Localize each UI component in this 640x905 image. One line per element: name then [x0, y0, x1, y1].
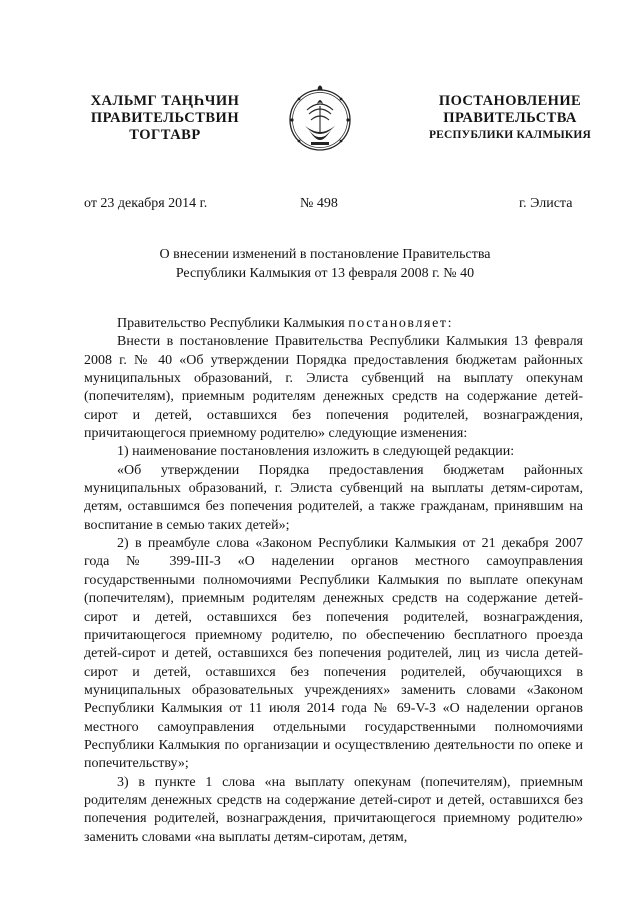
emblem-flames	[317, 100, 323, 104]
document-number: № 498	[300, 196, 338, 211]
coat-of-arms-emblem-icon	[287, 82, 353, 160]
header-russian-line-1: ПОСТАНОВЛЕНИЕ	[438, 93, 582, 109]
document-title-line-1: О внесении изменений в постановление Правительства	[159, 247, 491, 262]
document-title	[120, 245, 530, 283]
header-russian-title	[410, 93, 610, 144]
header-russian-line-3: РЕСПУБЛИКИ КАЛМЫКИЯ	[428, 129, 592, 141]
paragraph-2: 1) наименование постановления изложить в следующей редакции:	[117, 444, 515, 460]
intro-subject: Правительство Республики Калмыкия	[117, 316, 345, 331]
header-kalmyk-line-3: ТОГТАВР	[129, 127, 201, 143]
paragraph-5: 3) в пункте 1 слова «на выплату опекунам (попечителям), приемным родителям денежных средств на содержание детей-сирот и детей, оставшихся без попечения родителей, вознаграждения, причитающегося приемному родителю» заменить словами «на выплаты детям-сиротам, детям,	[84, 774, 583, 845]
document-body	[84, 315, 583, 847]
paragraph-4: 2) в преамбуле слова «Законом Республики Калмыкия от 21 декабря 2007 года № 399-III-З «О наделении органов местного самоуправления государственными полномочиями Республики Калмыкия по выплате опекунам (попечителям), приемным родителям денежных средств на содержание детей-сирот и детей, оставшихся без попечения родителей, вознаграждения, причитающегося приемному родителю, по обеспечению бесплатного проезда детей-сирот и детей, оставшихся без попечения родителей, лиц из числа детей-сирот и детей, оставшихся без попечения родителей, обучающихся в муниципальных образовательных учреждениях» заменить словами «Законом Республики Калмыкия от 11 июля 2014 года № 69-V-З «О наделении органов местного самоуправления отдельными государственными полномочиями Республики Калмыкия по организации и осуществлению деятельности по опеке и попечительству»;	[84, 536, 583, 772]
header-russian-line-2: ПРАВИТЕЛЬСТВА	[443, 110, 577, 126]
header-kalmyk-title	[84, 93, 246, 144]
paragraph-3: «Об утверждении Порядка предоставления бюджетам районных муниципальных образований, г. Элиста субвенций на выплаты детям-сиротам, детям, оставшимся без попечения родителей, а также гражданам, принявшим на воспитание в семью таких детей»;	[84, 462, 583, 533]
intro-paragraph	[84, 315, 583, 333]
document-city: г. Элиста	[519, 196, 573, 211]
document-title-line-2: Республики Калмыкия от 13 февраля 2008 г. № 40	[175, 266, 475, 281]
header-kalmyk-line-2: ПРАВИТЕЛЬСТВИН	[90, 110, 240, 126]
paragraph-1: Внести в постановление Правительства Республики Калмыкия 13 февраля 2008 г. № 40 «Об утверждении Порядка предоставления бюджетам районных муниципальных образований, г. Элиста субвенций на выплату опекунам (попечителям), приемным родителям денежных средств на содержание детей-сирот и детей, оставшихся без попечения родителей, вознаграждения, причитающегося приемному родителю» следующие изменения:	[84, 334, 583, 442]
intro-verb: постановляет:	[348, 316, 454, 331]
document-date: от 23 декабря 2014 г.	[84, 196, 208, 211]
emblem-inner	[307, 104, 333, 132]
header-kalmyk-line-1: ХАЛЬМГ ТАҢҺЧИН	[90, 93, 240, 109]
